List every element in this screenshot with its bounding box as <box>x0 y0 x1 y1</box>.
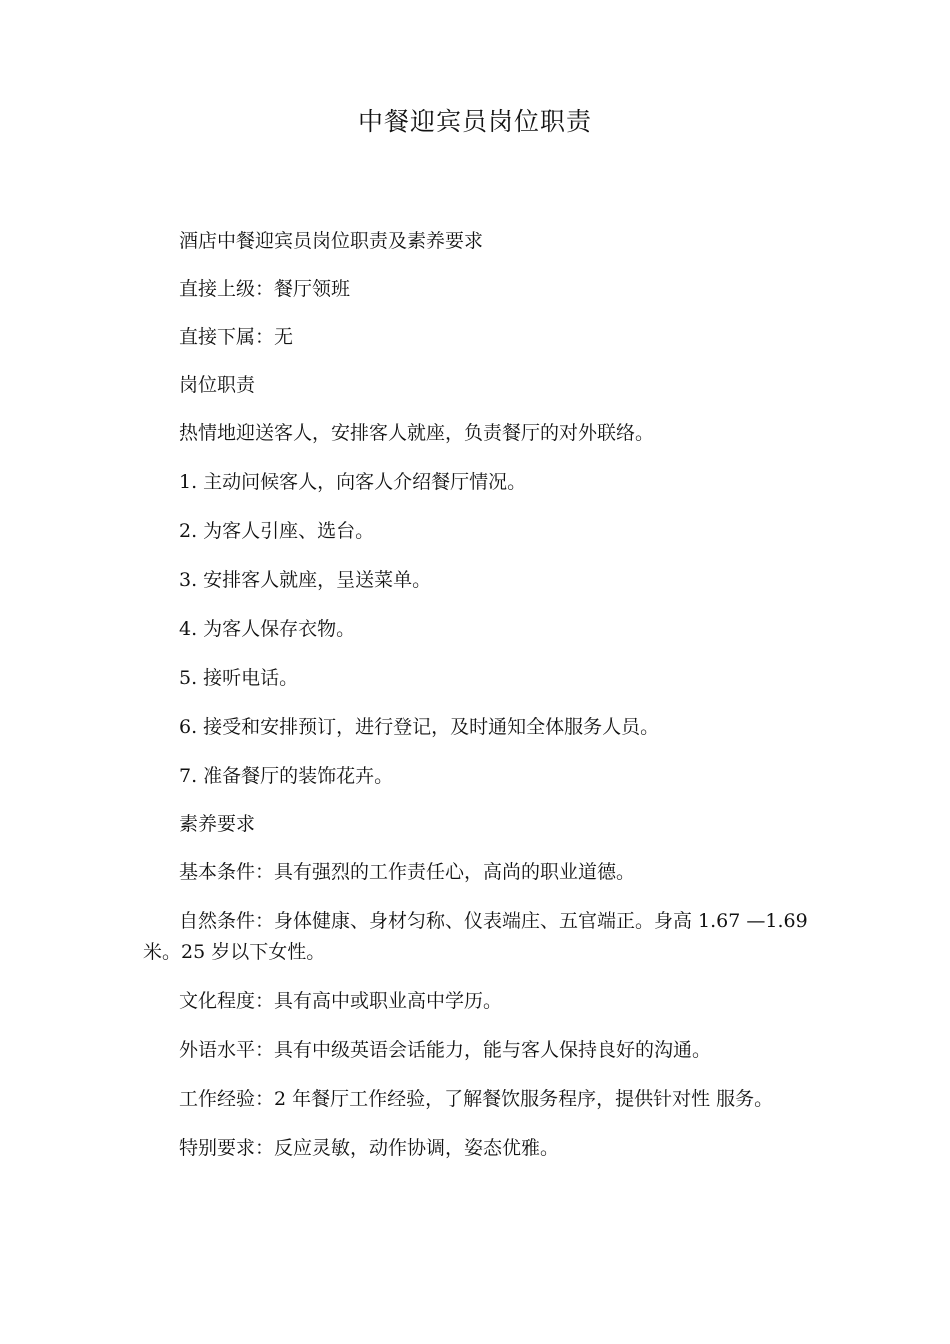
section-heading-duties: 岗位职责 <box>179 374 256 396</box>
duty-item-7: 7. 准备餐厅的装饰花卉。 <box>179 765 394 787</box>
qualification-language: 外语水平：具有中级英语会话能力，能与客人保持良好的沟通。 <box>179 1039 712 1061</box>
qualification-special: 特别要求：反应灵敏，动作协调，姿态优雅。 <box>179 1137 560 1159</box>
paragraph-subordinate: 直接下属：无 <box>179 326 294 348</box>
duty-item-5: 5. 接听电话。 <box>179 667 299 689</box>
qualification-experience: 工作经验：2 年餐厅工作经验，了解餐饮服务程序，提供针对性 服务。 <box>179 1088 774 1110</box>
duty-item-6: 6. 接受和安排预订，进行登记，及时通知全体服务人员。 <box>179 716 660 738</box>
paragraph-duties-summary: 热情地迎送客人，安排客人就座，负责餐厅的对外联络。 <box>179 422 655 444</box>
duty-item-3: 3. 安排客人就座，呈送菜单。 <box>179 569 432 591</box>
document-title: 中餐迎宾员岗位职责 <box>357 107 592 136</box>
qualification-education: 文化程度：具有高中或职业高中学历。 <box>179 990 503 1012</box>
duty-item-2: 2. 为客人引座、选台。 <box>179 520 375 542</box>
paragraph-intro: 酒店中餐迎宾员岗位职责及素养要求 <box>179 230 484 252</box>
duty-item-4: 4. 为客人保存衣物。 <box>179 618 356 640</box>
duty-item-1: 1. 主动问候客人，向客人介绍餐厅情况。 <box>179 471 527 493</box>
qualification-basic: 基本条件：具有强烈的工作责任心，高尚的职业道德。 <box>179 861 636 883</box>
qualification-physical: 自然条件：身体健康、身材匀称、仪表端庄、五官端正。身高 1.67 —1.69 米。25 岁以下女性。 <box>143 910 808 963</box>
paragraph-superior: 直接上级：餐厅领班 <box>179 278 351 300</box>
document-body <box>143 226 833 1164</box>
section-heading-qualifications: 素养要求 <box>179 813 256 835</box>
